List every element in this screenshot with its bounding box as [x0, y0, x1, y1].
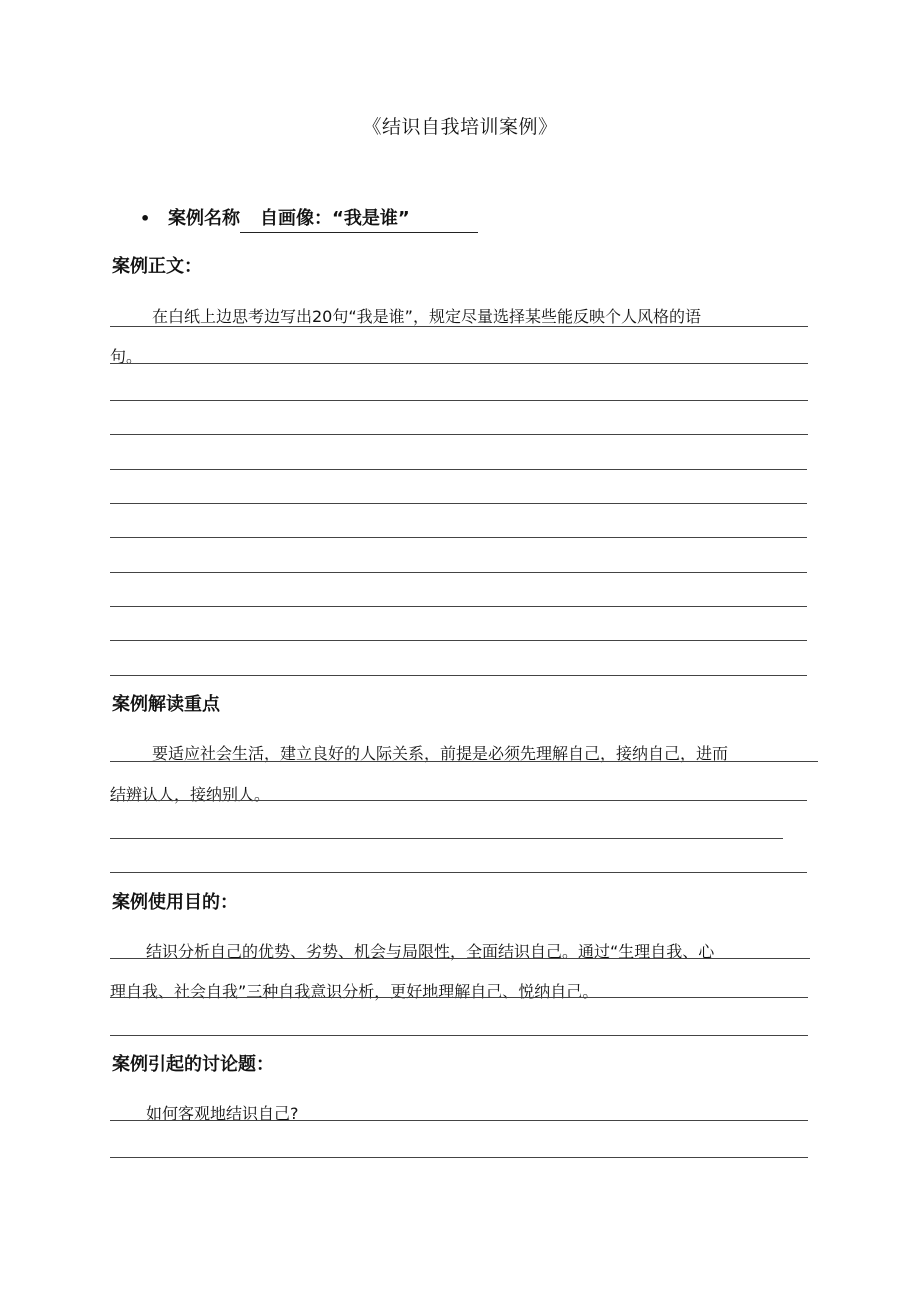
underline-rule	[110, 326, 808, 327]
section-heading-purpose: 案例使用目的：	[112, 892, 238, 913]
blank-writing-line	[110, 537, 807, 538]
blank-writing-line	[110, 1157, 808, 1158]
blank-writing-line	[110, 434, 808, 435]
section-heading-key-points: 案例解读重点	[112, 694, 220, 715]
paragraph-line: 要适应社会生活，建立良好的人际关系，前提是必须先理解自己，接纳自己，进而	[152, 744, 729, 763]
case-name-label: 案例名称	[168, 208, 240, 229]
paragraph-line: 理自我、社会自我”三种自我意识分析，更好地理解自己、悦纳自己。	[110, 982, 599, 1001]
paragraph-line: 结识分析自己的优势、劣势、机会与局限性，全面结识自己。通过“生理自我、心	[146, 942, 715, 961]
blank-writing-line	[110, 503, 807, 504]
document-title: 《结识自我培训案例》	[362, 116, 558, 138]
underline-rule	[110, 761, 818, 762]
bullet-icon: •	[140, 209, 151, 228]
underline-rule	[110, 1120, 808, 1121]
section-heading-discussion: 案例引起的讨论题：	[112, 1054, 274, 1075]
underline-rule	[110, 997, 808, 998]
paragraph-line: 句。	[110, 347, 143, 366]
paragraph-line: 结辨认人，接纳别人。	[110, 785, 271, 804]
underline-rule	[110, 800, 807, 801]
case-name-row	[140, 204, 478, 233]
underline-rule	[110, 958, 810, 959]
blank-writing-line	[110, 606, 807, 607]
section-heading-case-text: 案例正文：	[112, 256, 202, 277]
blank-writing-line	[110, 872, 807, 873]
underline-rule	[110, 363, 808, 364]
paragraph-line: 在白纸上边思考边写出20句“我是谁”，规定尽量选择某些能反映个人风格的语	[152, 307, 701, 326]
case-name-value: 自画像：“我是谁”	[240, 204, 478, 233]
blank-writing-line	[110, 572, 807, 573]
blank-writing-line	[110, 1035, 808, 1036]
blank-writing-line	[110, 838, 783, 839]
blank-writing-line	[110, 400, 808, 401]
blank-writing-line	[110, 675, 807, 676]
paragraph-line: 如何客观地结识自己?	[146, 1104, 299, 1123]
blank-writing-line	[110, 469, 807, 470]
blank-writing-line	[110, 640, 807, 641]
